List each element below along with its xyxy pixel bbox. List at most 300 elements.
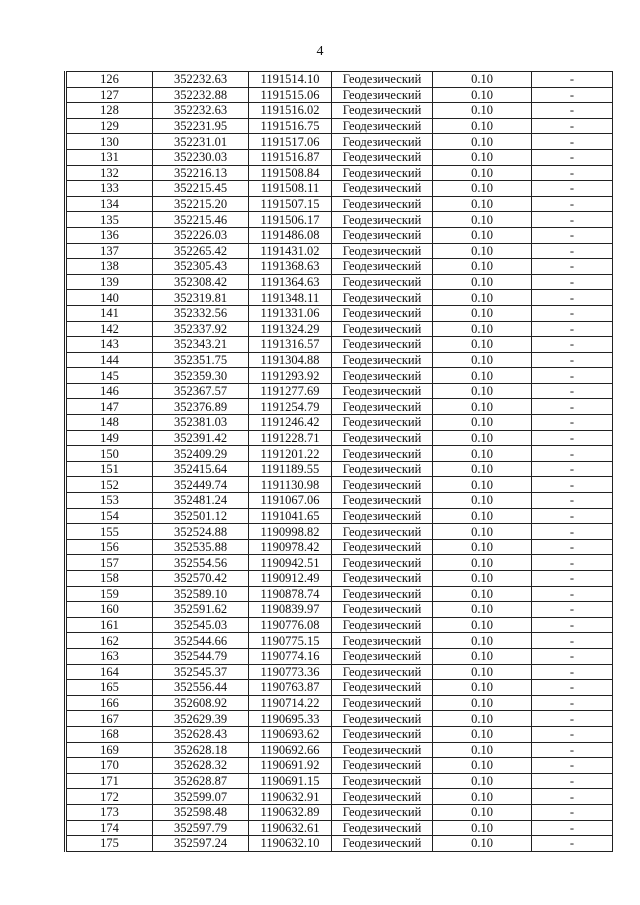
accuracy-cell: 0.10 (433, 524, 532, 540)
note-cell: - (532, 227, 613, 243)
accuracy-cell: 0.10 (433, 711, 532, 727)
accuracy-cell: 0.10 (433, 290, 532, 306)
accuracy-cell: 0.10 (433, 477, 532, 493)
table-row (66, 181, 613, 197)
coordinates-table-body (66, 72, 613, 852)
x-coordinate-cell: 352232.63 (153, 72, 249, 88)
point-number-cell: 174 (66, 820, 153, 836)
note-cell: - (532, 368, 613, 384)
note-cell: - (532, 399, 613, 415)
note-cell: - (532, 181, 613, 197)
y-coordinate-cell: 1190632.91 (249, 789, 332, 805)
method-cell: Геодезический (332, 118, 433, 134)
point-number-cell: 169 (66, 742, 153, 758)
note-cell: - (532, 726, 613, 742)
point-number-cell: 133 (66, 181, 153, 197)
method-cell: Геодезический (332, 461, 433, 477)
note-cell: - (532, 305, 613, 321)
note-cell: - (532, 648, 613, 664)
note-cell: - (532, 461, 613, 477)
point-number-cell: 159 (66, 586, 153, 602)
x-coordinate-cell: 352591.62 (153, 602, 249, 618)
accuracy-cell: 0.10 (433, 212, 532, 228)
y-coordinate-cell: 1190714.22 (249, 695, 332, 711)
accuracy-cell: 0.10 (433, 602, 532, 618)
point-number-cell: 144 (66, 352, 153, 368)
table-row (66, 461, 613, 477)
method-cell: Геодезический (332, 695, 433, 711)
y-coordinate-cell: 1190691.15 (249, 773, 332, 789)
table-row (66, 87, 613, 103)
accuracy-cell: 0.10 (433, 773, 532, 789)
table-row (66, 118, 613, 134)
method-cell: Геодезический (332, 602, 433, 618)
method-cell: Геодезический (332, 758, 433, 774)
accuracy-cell: 0.10 (433, 726, 532, 742)
table-row (66, 680, 613, 696)
method-cell: Геодезический (332, 711, 433, 727)
point-number-cell: 132 (66, 165, 153, 181)
accuracy-cell: 0.10 (433, 305, 532, 321)
accuracy-cell: 0.10 (433, 586, 532, 602)
accuracy-cell: 0.10 (433, 680, 532, 696)
y-coordinate-cell: 1190978.42 (249, 539, 332, 555)
x-coordinate-cell: 352215.20 (153, 196, 249, 212)
accuracy-cell: 0.10 (433, 648, 532, 664)
point-number-cell: 152 (66, 477, 153, 493)
point-number-cell: 147 (66, 399, 153, 415)
method-cell: Геодезический (332, 274, 433, 290)
y-coordinate-cell: 1191189.55 (249, 461, 332, 477)
note-cell: - (532, 165, 613, 181)
point-number-cell: 173 (66, 804, 153, 820)
table-row (66, 352, 613, 368)
accuracy-cell: 0.10 (433, 134, 532, 150)
table-row (66, 368, 613, 384)
note-cell: - (532, 773, 613, 789)
note-cell: - (532, 836, 613, 852)
y-coordinate-cell: 1191431.02 (249, 243, 332, 259)
x-coordinate-cell: 352226.03 (153, 227, 249, 243)
table-row (66, 773, 613, 789)
note-cell: - (532, 352, 613, 368)
x-coordinate-cell: 352359.30 (153, 368, 249, 384)
point-number-cell: 142 (66, 321, 153, 337)
note-cell: - (532, 664, 613, 680)
y-coordinate-cell: 1191364.63 (249, 274, 332, 290)
accuracy-cell: 0.10 (433, 399, 532, 415)
x-coordinate-cell: 352265.42 (153, 243, 249, 259)
x-coordinate-cell: 352544.66 (153, 633, 249, 649)
y-coordinate-cell: 1191130.98 (249, 477, 332, 493)
table-row (66, 290, 613, 306)
accuracy-cell: 0.10 (433, 274, 532, 290)
y-coordinate-cell: 1191507.15 (249, 196, 332, 212)
method-cell: Геодезический (332, 243, 433, 259)
point-number-cell: 161 (66, 617, 153, 633)
y-coordinate-cell: 1191041.65 (249, 508, 332, 524)
y-coordinate-cell: 1191277.69 (249, 383, 332, 399)
method-cell: Геодезический (332, 633, 433, 649)
note-cell: - (532, 415, 613, 431)
method-cell: Геодезический (332, 446, 433, 462)
method-cell: Геодезический (332, 820, 433, 836)
y-coordinate-cell: 1190775.15 (249, 633, 332, 649)
point-number-cell: 141 (66, 305, 153, 321)
accuracy-cell: 0.10 (433, 368, 532, 384)
note-cell: - (532, 72, 613, 88)
y-coordinate-cell: 1190632.89 (249, 804, 332, 820)
accuracy-cell: 0.10 (433, 383, 532, 399)
point-number-cell: 158 (66, 571, 153, 587)
accuracy-cell: 0.10 (433, 508, 532, 524)
y-coordinate-cell: 1191516.02 (249, 103, 332, 119)
point-number-cell: 136 (66, 227, 153, 243)
y-coordinate-cell: 1191514.10 (249, 72, 332, 88)
table-row (66, 305, 613, 321)
accuracy-cell: 0.10 (433, 617, 532, 633)
table-row (66, 555, 613, 571)
table-row (66, 212, 613, 228)
point-number-cell: 155 (66, 524, 153, 540)
x-coordinate-cell: 352608.92 (153, 695, 249, 711)
note-cell: - (532, 446, 613, 462)
note-cell: - (532, 212, 613, 228)
note-cell: - (532, 337, 613, 353)
method-cell: Геодезический (332, 305, 433, 321)
point-number-cell: 151 (66, 461, 153, 477)
y-coordinate-cell: 1191515.06 (249, 87, 332, 103)
table-row (66, 664, 613, 680)
accuracy-cell: 0.10 (433, 804, 532, 820)
y-coordinate-cell: 1190998.82 (249, 524, 332, 540)
table-row (66, 259, 613, 275)
note-cell: - (532, 321, 613, 337)
method-cell: Геодезический (332, 87, 433, 103)
note-cell: - (532, 243, 613, 259)
table-row (66, 648, 613, 664)
y-coordinate-cell: 1190776.08 (249, 617, 332, 633)
method-cell: Геодезический (332, 368, 433, 384)
method-cell: Геодезический (332, 742, 433, 758)
y-coordinate-cell: 1190774.16 (249, 648, 332, 664)
table-row (66, 399, 613, 415)
y-coordinate-cell: 1191201.22 (249, 446, 332, 462)
point-number-cell: 175 (66, 836, 153, 852)
x-coordinate-cell: 352628.87 (153, 773, 249, 789)
table-row (66, 337, 613, 353)
y-coordinate-cell: 1191508.11 (249, 181, 332, 197)
note-cell: - (532, 602, 613, 618)
method-cell: Геодезический (332, 165, 433, 181)
method-cell: Геодезический (332, 571, 433, 587)
point-number-cell: 140 (66, 290, 153, 306)
x-coordinate-cell: 352449.74 (153, 477, 249, 493)
y-coordinate-cell: 1190912.49 (249, 571, 332, 587)
accuracy-cell: 0.10 (433, 227, 532, 243)
accuracy-cell: 0.10 (433, 352, 532, 368)
point-number-cell: 139 (66, 274, 153, 290)
x-coordinate-cell: 352597.79 (153, 820, 249, 836)
y-coordinate-cell: 1191516.75 (249, 118, 332, 134)
accuracy-cell: 0.10 (433, 539, 532, 555)
method-cell: Геодезический (332, 103, 433, 119)
accuracy-cell: 0.10 (433, 196, 532, 212)
method-cell: Геодезический (332, 415, 433, 431)
x-coordinate-cell: 352367.57 (153, 383, 249, 399)
point-number-cell: 156 (66, 539, 153, 555)
point-number-cell: 165 (66, 680, 153, 696)
note-cell: - (532, 586, 613, 602)
method-cell: Геодезический (332, 617, 433, 633)
x-coordinate-cell: 352629.39 (153, 711, 249, 727)
x-coordinate-cell: 352305.43 (153, 259, 249, 275)
page-number: 4 (316, 44, 324, 59)
y-coordinate-cell: 1191516.87 (249, 149, 332, 165)
x-coordinate-cell: 352556.44 (153, 680, 249, 696)
y-coordinate-cell: 1191246.42 (249, 415, 332, 431)
table-row (66, 274, 613, 290)
method-cell: Геодезический (332, 508, 433, 524)
method-cell: Геодезический (332, 680, 433, 696)
table-row (66, 196, 613, 212)
y-coordinate-cell: 1191228.71 (249, 430, 332, 446)
x-coordinate-cell: 352415.64 (153, 461, 249, 477)
accuracy-cell: 0.10 (433, 259, 532, 275)
method-cell: Геодезический (332, 555, 433, 571)
point-number-cell: 130 (66, 134, 153, 150)
point-number-cell: 149 (66, 430, 153, 446)
accuracy-cell: 0.10 (433, 321, 532, 337)
table-row (66, 804, 613, 820)
method-cell: Геодезический (332, 430, 433, 446)
point-number-cell: 134 (66, 196, 153, 212)
method-cell: Геодезический (332, 196, 433, 212)
table-row (66, 508, 613, 524)
x-coordinate-cell: 352570.42 (153, 571, 249, 587)
accuracy-cell: 0.10 (433, 430, 532, 446)
x-coordinate-cell: 352230.03 (153, 149, 249, 165)
x-coordinate-cell: 352628.43 (153, 726, 249, 742)
y-coordinate-cell: 1191508.84 (249, 165, 332, 181)
note-cell: - (532, 290, 613, 306)
y-coordinate-cell: 1191304.88 (249, 352, 332, 368)
x-coordinate-cell: 352376.89 (153, 399, 249, 415)
point-number-cell: 138 (66, 259, 153, 275)
y-coordinate-cell: 1191331.06 (249, 305, 332, 321)
x-coordinate-cell: 352524.88 (153, 524, 249, 540)
accuracy-cell: 0.10 (433, 446, 532, 462)
y-coordinate-cell: 1190695.33 (249, 711, 332, 727)
note-cell: - (532, 383, 613, 399)
method-cell: Геодезический (332, 539, 433, 555)
x-coordinate-cell: 352308.42 (153, 274, 249, 290)
note-cell: - (532, 274, 613, 290)
y-coordinate-cell: 1191348.11 (249, 290, 332, 306)
y-coordinate-cell: 1191316.57 (249, 337, 332, 353)
x-coordinate-cell: 352391.42 (153, 430, 249, 446)
x-coordinate-cell: 352231.01 (153, 134, 249, 150)
y-coordinate-cell: 1190878.74 (249, 586, 332, 602)
point-number-cell: 129 (66, 118, 153, 134)
note-cell: - (532, 571, 613, 587)
x-coordinate-cell: 352554.56 (153, 555, 249, 571)
y-coordinate-cell: 1191067.06 (249, 493, 332, 509)
accuracy-cell: 0.10 (433, 555, 532, 571)
accuracy-cell: 0.10 (433, 337, 532, 353)
point-number-cell: 148 (66, 415, 153, 431)
method-cell: Геодезический (332, 72, 433, 88)
x-coordinate-cell: 352381.03 (153, 415, 249, 431)
method-cell: Геодезический (332, 227, 433, 243)
x-coordinate-cell: 352351.75 (153, 352, 249, 368)
y-coordinate-cell: 1191486.08 (249, 227, 332, 243)
table-row (66, 227, 613, 243)
x-coordinate-cell: 352232.63 (153, 103, 249, 119)
table-row (66, 165, 613, 181)
accuracy-cell: 0.10 (433, 820, 532, 836)
x-coordinate-cell: 352215.45 (153, 181, 249, 197)
point-number-cell: 150 (66, 446, 153, 462)
note-cell: - (532, 196, 613, 212)
method-cell: Геодезический (332, 337, 433, 353)
accuracy-cell: 0.10 (433, 742, 532, 758)
method-cell: Геодезический (332, 212, 433, 228)
table-row (66, 149, 613, 165)
y-coordinate-cell: 1191324.29 (249, 321, 332, 337)
point-number-cell: 146 (66, 383, 153, 399)
accuracy-cell: 0.10 (433, 461, 532, 477)
point-number-cell: 162 (66, 633, 153, 649)
point-number-cell: 131 (66, 149, 153, 165)
y-coordinate-cell: 1190773.36 (249, 664, 332, 680)
table-row (66, 617, 613, 633)
method-cell: Геодезический (332, 773, 433, 789)
note-cell: - (532, 87, 613, 103)
point-number-cell: 137 (66, 243, 153, 259)
x-coordinate-cell: 352216.13 (153, 165, 249, 181)
note-cell: - (532, 804, 613, 820)
accuracy-cell: 0.10 (433, 695, 532, 711)
accuracy-cell: 0.10 (433, 149, 532, 165)
x-coordinate-cell: 352319.81 (153, 290, 249, 306)
point-number-cell: 160 (66, 602, 153, 618)
note-cell: - (532, 118, 613, 134)
point-number-cell: 168 (66, 726, 153, 742)
x-coordinate-cell: 352343.21 (153, 337, 249, 353)
y-coordinate-cell: 1190692.66 (249, 742, 332, 758)
table-row (66, 383, 613, 399)
point-number-cell: 135 (66, 212, 153, 228)
point-number-cell: 145 (66, 368, 153, 384)
point-number-cell: 128 (66, 103, 153, 119)
point-number-cell: 166 (66, 695, 153, 711)
accuracy-cell: 0.10 (433, 243, 532, 259)
table-row (66, 321, 613, 337)
note-cell: - (532, 103, 613, 119)
y-coordinate-cell: 1190632.10 (249, 836, 332, 852)
method-cell: Геодезический (332, 399, 433, 415)
note-cell: - (532, 680, 613, 696)
x-coordinate-cell: 352599.07 (153, 789, 249, 805)
y-coordinate-cell: 1191293.92 (249, 368, 332, 384)
note-cell: - (532, 477, 613, 493)
method-cell: Геодезический (332, 586, 433, 602)
note-cell: - (532, 758, 613, 774)
x-coordinate-cell: 352535.88 (153, 539, 249, 555)
x-coordinate-cell: 352481.24 (153, 493, 249, 509)
accuracy-cell: 0.10 (433, 633, 532, 649)
note-cell: - (532, 742, 613, 758)
table-row (66, 602, 613, 618)
y-coordinate-cell: 1190839.97 (249, 602, 332, 618)
table-row (66, 586, 613, 602)
method-cell: Геодезический (332, 149, 433, 165)
x-coordinate-cell: 352231.95 (153, 118, 249, 134)
point-number-cell: 163 (66, 648, 153, 664)
method-cell: Геодезический (332, 804, 433, 820)
note-cell: - (532, 820, 613, 836)
y-coordinate-cell: 1191517.06 (249, 134, 332, 150)
table-row (66, 571, 613, 587)
point-number-cell: 153 (66, 493, 153, 509)
accuracy-cell: 0.10 (433, 165, 532, 181)
table-row (66, 711, 613, 727)
table-row (66, 477, 613, 493)
method-cell: Геодезический (332, 524, 433, 540)
y-coordinate-cell: 1191506.17 (249, 212, 332, 228)
x-coordinate-cell: 352215.46 (153, 212, 249, 228)
y-coordinate-cell: 1191254.79 (249, 399, 332, 415)
point-number-cell: 167 (66, 711, 153, 727)
accuracy-cell: 0.10 (433, 415, 532, 431)
table-row (66, 820, 613, 836)
method-cell: Геодезический (332, 321, 433, 337)
note-cell: - (532, 789, 613, 805)
x-coordinate-cell: 352337.92 (153, 321, 249, 337)
point-number-cell: 127 (66, 87, 153, 103)
table-row (66, 493, 613, 509)
accuracy-cell: 0.10 (433, 103, 532, 119)
table-row (66, 758, 613, 774)
table-row (66, 695, 613, 711)
table-row (66, 524, 613, 540)
note-cell: - (532, 555, 613, 571)
y-coordinate-cell: 1190942.51 (249, 555, 332, 571)
method-cell: Геодезический (332, 789, 433, 805)
accuracy-cell: 0.10 (433, 789, 532, 805)
method-cell: Геодезический (332, 477, 433, 493)
table-row (66, 726, 613, 742)
x-coordinate-cell: 352597.24 (153, 836, 249, 852)
table-row (66, 633, 613, 649)
x-coordinate-cell: 352545.37 (153, 664, 249, 680)
y-coordinate-cell: 1190693.62 (249, 726, 332, 742)
table-row (66, 103, 613, 119)
table-row (66, 789, 613, 805)
accuracy-cell: 0.10 (433, 571, 532, 587)
point-number-cell: 164 (66, 664, 153, 680)
y-coordinate-cell: 1190632.61 (249, 820, 332, 836)
x-coordinate-cell: 352545.03 (153, 617, 249, 633)
x-coordinate-cell: 352628.32 (153, 758, 249, 774)
note-cell: - (532, 711, 613, 727)
accuracy-cell: 0.10 (433, 493, 532, 509)
method-cell: Геодезический (332, 181, 433, 197)
accuracy-cell: 0.10 (433, 118, 532, 134)
x-coordinate-cell: 352501.12 (153, 508, 249, 524)
accuracy-cell: 0.10 (433, 87, 532, 103)
